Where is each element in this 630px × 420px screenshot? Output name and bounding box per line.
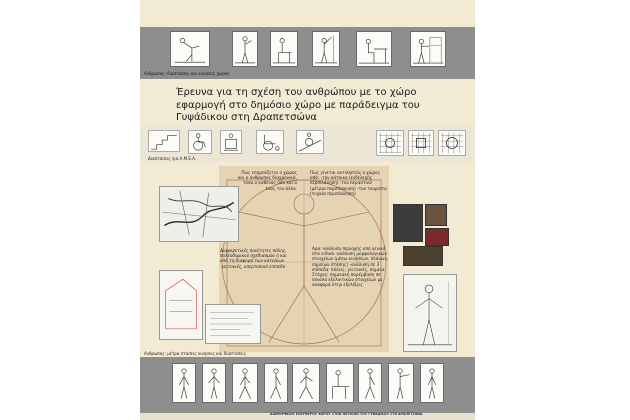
accessibility-caption: Διαστάσεις για Α.Μ.Ε.Α. (148, 156, 197, 161)
accessibility-strip (140, 126, 475, 162)
person-walking-icon (358, 363, 382, 403)
bottom-strip-caption: Ανθρωπος: μέτρα στάσεις κινήσεις και διαστάσεις (144, 351, 247, 356)
note-space-and-human: Πως επηρεάζεται ο χώρος και ο άνθρωπος διαχρονικά, τόσο ο καθένας όσο και ο ένας τον άλλο. (237, 170, 297, 191)
city-map (159, 186, 239, 242)
person-pointing-icon (388, 363, 414, 403)
person-standing-icon (172, 363, 196, 403)
notes-sketch (205, 304, 261, 344)
photo-street (403, 246, 443, 266)
wheelchair-user-icon (188, 130, 212, 154)
person-with-shelf-icon (410, 31, 446, 67)
person-standing-icon (420, 363, 444, 403)
person-standing-icon (202, 363, 226, 403)
person-walking-icon (292, 363, 320, 403)
person-walking-icon (232, 363, 258, 403)
poster (140, 0, 475, 420)
poster-title: Έρευνα για τη σχέση του ανθρώπου με το χώρο εφαρμογή στο δημόσιο χώρο με παράδειγμα του Γυψάδικου στη Δραπετσώνα (176, 87, 420, 123)
person-seated-icon (270, 31, 298, 67)
note-city-qualities: Διαφορετικές ποιότητες πόλης, πολεοδομικού σχεδιασμού ή και από τη διαφορά των κατοίκων -γειτονιές, υπερτοπικό επίπεδο (220, 248, 287, 269)
person-bending-icon (170, 31, 210, 67)
grid-plan-icon (438, 130, 466, 156)
standing-figure-diagram (403, 274, 457, 352)
photo-people (425, 228, 449, 246)
footer (140, 413, 475, 420)
person-at-desk-icon (356, 31, 392, 67)
note-perception: Πως γίνεται αντιληπτός ο χώρος από: -τον κάτοικο (ενδελεχής περιπλάνηση) -τον περαστικό (μέτρια περιπλάνηση) -τον τουρίστα (τυχαία περιπλάνηση) (310, 170, 387, 196)
wheelchair-side-icon (256, 130, 284, 154)
person-reaching-icon (312, 31, 340, 67)
bottom-figure-strip (140, 357, 475, 413)
person-walking-icon (264, 363, 288, 403)
photo-building (393, 204, 423, 242)
footer-project-title: ΔΙΑΜΟΡΦΩΣΗ ΕΛΕΥΘΕΡΟΥ ΧΩΡΟΥ ΣΤΗΝ ΠΕΡΙΟΧΗ ΤΟΥ ΓΥΨΑΔΙΚΟΥ ΣΤΗ ΔΡΑΠΕΤΣΩΝΑ (270, 412, 423, 416)
top-figure-strip (140, 27, 475, 79)
stair-ramp-icon (148, 130, 180, 152)
person-seated-icon (326, 363, 354, 403)
person-standing-icon (232, 31, 258, 67)
note-analysis: Άρα: ανάλυση περιοχής από γενικά στα ειδικά -ανάλυση μορφολογικών στοιχείων (μέσω κινήσεων, πλάνων, σημείων στάσης) -ανάλυση σε 3 επίπεδα: πόλεις, γειτονιές, σημεία. Στόχος: σημειακή παρέμβαση σε σύνολο εξελικτικών στοιχείων με αναφορά στην εξελίξεις. (312, 246, 389, 288)
grid-plan-icon (376, 130, 404, 156)
wheelchair-front-icon (220, 130, 242, 154)
photo-people (425, 204, 447, 226)
route-sketch (159, 270, 203, 340)
grid-plan-icon (408, 130, 434, 156)
top-strip-caption: Ανθρωπος: διαστάσεις και κινήσεις χώρος (144, 71, 230, 76)
wheelchair-ramp-icon (296, 130, 324, 154)
